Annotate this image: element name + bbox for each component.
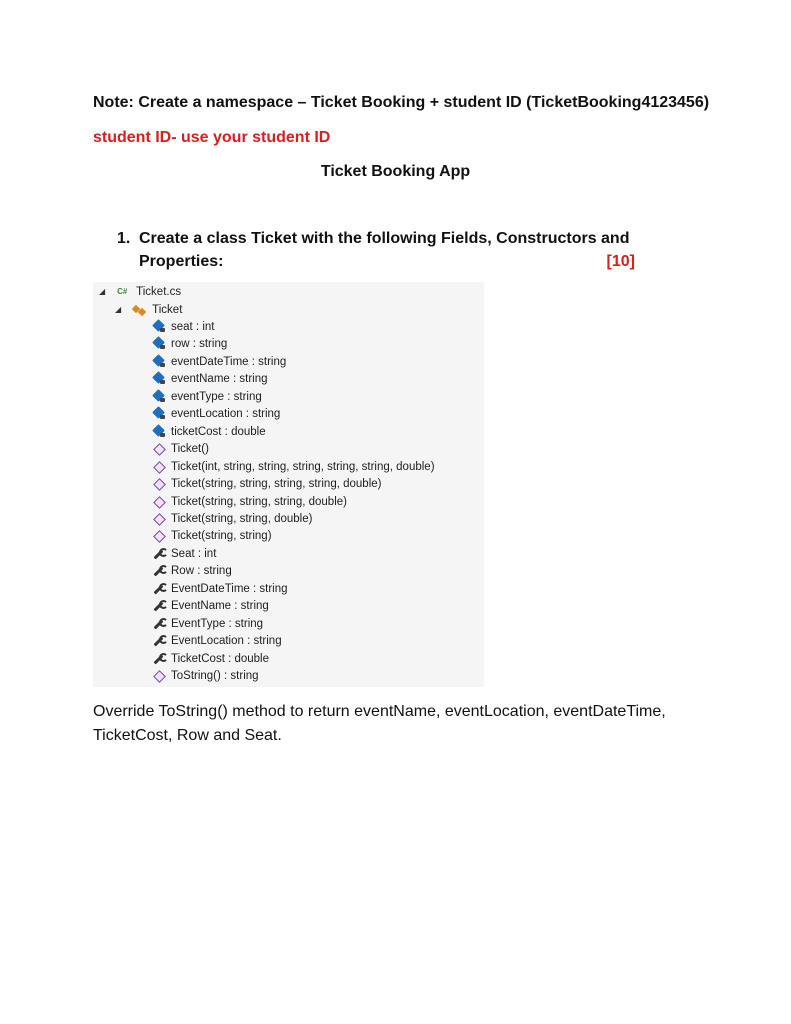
member-label: TicketCost : double xyxy=(171,652,270,665)
field-icon xyxy=(152,355,166,369)
method-icon xyxy=(152,669,166,683)
constructor-item[interactable] xyxy=(152,493,347,510)
class-name: Ticket xyxy=(152,303,183,316)
method-icon xyxy=(152,442,166,456)
class-node[interactable] xyxy=(115,301,182,318)
wrench-icon xyxy=(152,547,166,561)
property-item[interactable] xyxy=(152,598,269,615)
property-item[interactable] xyxy=(152,580,288,597)
constructor-item[interactable] xyxy=(152,510,312,527)
field-icon xyxy=(152,372,166,386)
member-label: Row : string xyxy=(171,565,232,578)
member-label: eventType : string xyxy=(171,390,262,403)
wrench-icon xyxy=(152,599,166,613)
field-item[interactable] xyxy=(152,353,286,370)
expand-triangle-icon[interactable]: ◢ xyxy=(99,287,106,296)
member-label: EventType : string xyxy=(171,617,264,630)
wrench-icon xyxy=(152,617,166,631)
constructor-item[interactable] xyxy=(152,476,381,493)
member-label: Ticket(string, string, string, double) xyxy=(171,495,347,508)
field-icon xyxy=(152,337,166,351)
member-label: ticketCost : double xyxy=(171,425,266,438)
method-item[interactable] xyxy=(152,668,259,685)
constructor-item[interactable] xyxy=(152,441,209,458)
app-title: Ticket Booking App xyxy=(320,163,471,180)
field-icon xyxy=(152,390,166,404)
wrench-icon xyxy=(152,582,166,596)
field-item[interactable] xyxy=(152,336,227,353)
method-icon xyxy=(152,512,166,526)
student-id-note: student ID- use your student ID xyxy=(93,129,331,146)
field-item[interactable] xyxy=(152,423,266,440)
question-marks: [10] xyxy=(606,253,635,270)
method-icon xyxy=(152,495,166,509)
property-item[interactable] xyxy=(152,615,263,632)
property-item[interactable] xyxy=(152,633,282,650)
question-number: 1. xyxy=(117,230,131,247)
member-label: Ticket() xyxy=(171,443,209,456)
override-instruction: Override ToString() method to return eventName, eventLocation, eventDateTime, TicketCost, Row and Seat. xyxy=(93,703,666,744)
member-label: eventLocation : string xyxy=(171,408,281,421)
wrench-icon xyxy=(152,652,166,666)
field-icon xyxy=(152,320,166,334)
property-item[interactable] xyxy=(152,545,216,562)
expand-triangle-icon[interactable]: ◢ xyxy=(115,305,122,314)
member-label: ToString() : string xyxy=(171,670,259,682)
member-label: EventLocation : string xyxy=(171,635,282,648)
member-label: seat : int xyxy=(171,321,215,333)
field-item[interactable] xyxy=(152,371,268,388)
member-label: Ticket(string, string) xyxy=(171,530,272,543)
member-label: Ticket(string, string, double) xyxy=(171,512,313,525)
file-node[interactable] xyxy=(99,283,181,300)
field-icon xyxy=(152,407,166,421)
method-icon xyxy=(152,477,166,491)
wrench-icon xyxy=(152,564,166,578)
method-icon xyxy=(152,460,166,474)
member-label: eventDateTime : string xyxy=(171,355,287,368)
property-item[interactable] xyxy=(152,650,269,667)
field-item[interactable] xyxy=(152,388,262,405)
method-icon xyxy=(152,529,166,543)
field-item[interactable] xyxy=(152,406,280,423)
member-label: eventName : string xyxy=(171,373,268,386)
constructor-item[interactable] xyxy=(152,458,435,475)
constructor-item[interactable] xyxy=(152,528,272,545)
namespace-note: Note: Create a namespace – Ticket Booking + student ID (TicketBooking4123456) xyxy=(93,94,710,111)
field-item[interactable] xyxy=(152,319,214,336)
member-label: EventName : string xyxy=(171,600,269,613)
member-label: row : string xyxy=(171,338,228,351)
property-item[interactable] xyxy=(152,563,232,580)
class-view-panel xyxy=(93,282,484,687)
member-label: Ticket(string, string, string, string, double) xyxy=(171,478,382,491)
csharp-file-icon: C# xyxy=(117,287,128,296)
field-icon xyxy=(152,425,166,439)
member-label: Seat : int xyxy=(171,547,217,560)
member-label: Ticket(int, string, string, string, string, string, double) xyxy=(171,460,435,473)
member-label: EventDateTime : string xyxy=(171,582,288,595)
question-text: Create a class Ticket with the following Fields, Constructors and Properties: xyxy=(139,230,630,270)
wrench-icon xyxy=(152,634,166,648)
class-icon xyxy=(133,303,147,317)
file-name: Ticket.cs xyxy=(136,285,182,298)
